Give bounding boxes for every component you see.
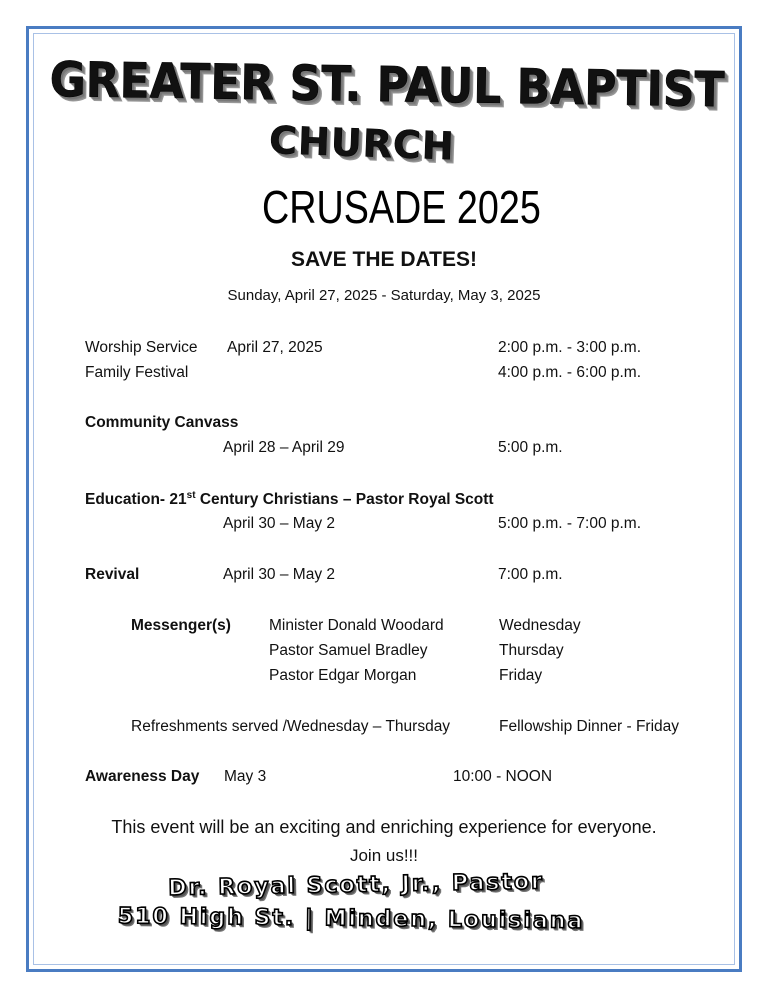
messenger-day: Wednesday [499,617,581,634]
revival-label: Revival [85,566,140,583]
festival-label: Family Festival [85,364,189,381]
education-time: 5:00 p.m. - 7:00 p.m. [498,515,642,532]
awareness-time: 10:00 - NOON [453,768,553,785]
church-title-line2: CHURCH [268,118,456,169]
education-date: April 30 – May 2 [223,515,335,532]
messenger-name: Pastor Edgar Morgan [269,667,417,684]
refreshments-note: Refreshments served /Wednesday – Thursday [131,718,451,735]
awareness-label: Awareness Day [85,768,200,785]
education-label [85,490,494,509]
messenger-day: Friday [499,667,543,684]
date-range: Sunday, April 27, 2025 - Saturday, May 3, 2025 [227,287,541,304]
church-address: 510 High St. | Minden, Louisiana [117,904,585,934]
closing-message: This event will be an exciting and enriching experience for everyone. [111,817,657,837]
canvass-date: April 28 – April 29 [223,439,345,456]
worship-time: 2:00 p.m. - 3:00 p.m. [498,339,642,356]
worship-label: Worship Service [85,339,198,356]
education-label-post: Century Christians – Pastor Royal Scott [195,491,494,509]
education-label-pre: Education- 21 [85,491,187,509]
pastor-name: Dr. Royal Scott, Jr., Pastor [168,869,545,901]
fellowship-note: Fellowship Dinner - Friday [499,718,680,735]
canvass-label: Community Canvass [85,414,239,431]
revival-time: 7:00 p.m. [498,566,563,583]
messengers-label: Messenger(s) [131,617,231,634]
save-the-dates-heading: SAVE THE DATES! [291,248,477,271]
church-title-line1: GREATER ST. PAUL BAPTIST [49,52,725,119]
revival-date: April 30 – May 2 [223,566,335,583]
messenger-name: Pastor Samuel Bradley [269,642,428,659]
festival-time: 4:00 p.m. - 6:00 p.m. [498,364,642,381]
worship-date: April 27, 2025 [227,339,323,356]
awareness-date: May 3 [224,768,267,785]
messenger-day: Thursday [499,642,564,659]
canvass-time: 5:00 p.m. [498,439,563,456]
messenger-name: Minister Donald Woodard [269,617,444,634]
education-label-sup: st [186,490,196,501]
join-us-message: Join us!!! [349,846,419,865]
event-title: CRUSADE 2025 [262,181,541,233]
